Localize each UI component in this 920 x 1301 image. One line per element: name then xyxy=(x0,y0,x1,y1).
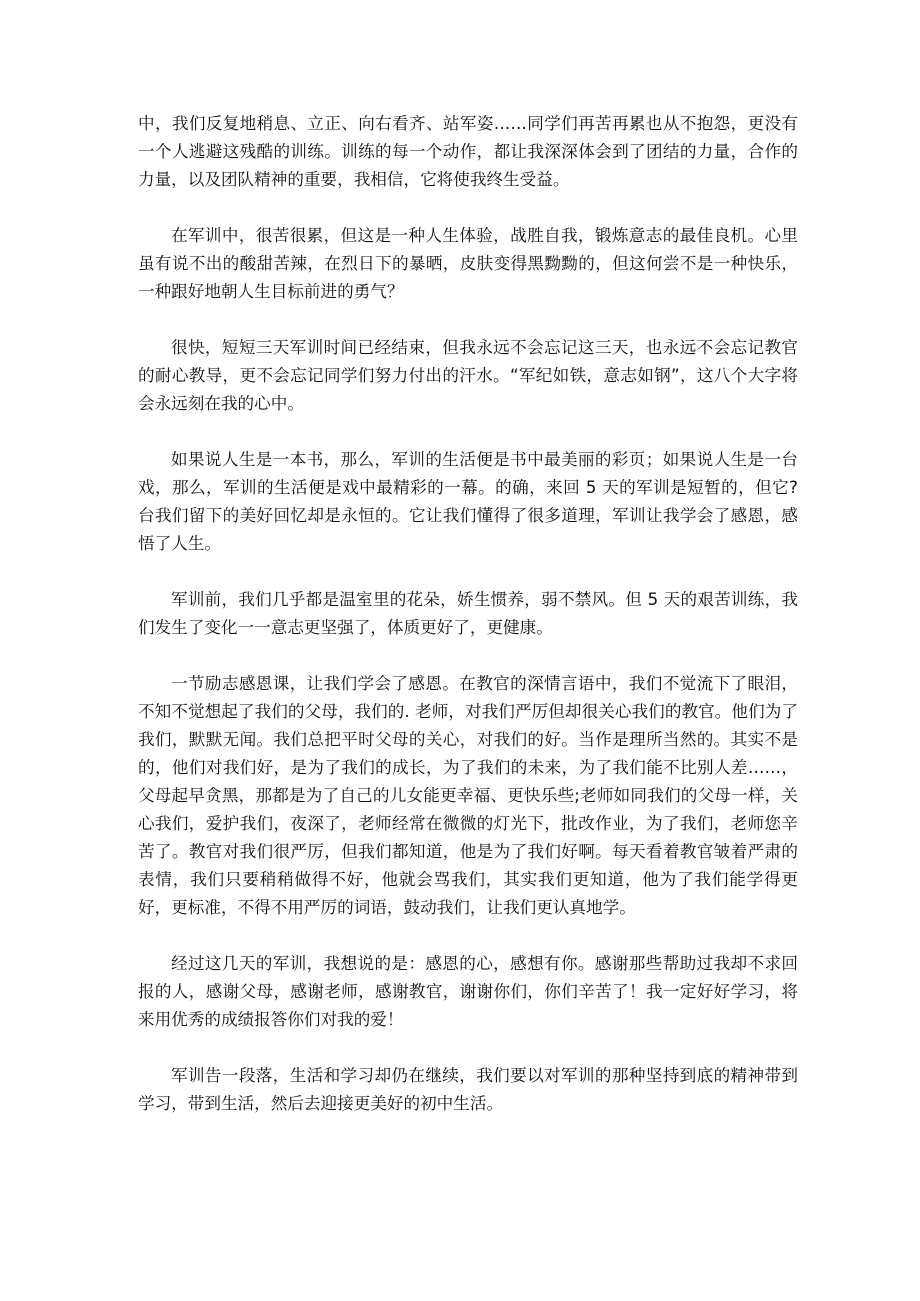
paragraph-5: 军训前，我们几乎都是温室里的花朵，娇生惯养，弱不禁风。但 5 天的艰苦训练，我们发生了变化一一意志更坚强了，体质更好了，更健康。 xyxy=(138,590,798,637)
paragraph-2: 在军训中，很苦很累，但这是一种人生体验，战胜自我，锻炼意志的最佳良机。心里虽有说不出的酸甜苦辣，在烈日下的暴晒，皮肤变得黑黝黝的，但这何尝不是一种快乐，一种跟好地朝人生目标前进的勇气？ xyxy=(138,226,798,301)
paragraph-7: 经过这几天的军训，我想说的是：感恩的心，感想有你。感谢那些帮助过我却不求回报的人，感谢父母，感谢老师，感谢教官，谢谢你们，你们辛苦了！我一定好好学习，将来用优秀的成绩报答你们对我的爱！ xyxy=(138,954,798,1029)
document-body xyxy=(138,110,798,1146)
paragraph-3: 很快，短短三天军训时间已经结束，但我永远不会忘记这三天，也永远不会忘记教官的耐心教导，更不会忘记同学们努力付出的汗水。“军纪如铁，意志如钢”，这八个大字将会永远刻在我的心中。 xyxy=(138,338,798,413)
paragraph-8: 军训告一段落，生活和学习却仍在继续，我们要以对军训的那种坚持到底的精神带到学习，带到生活，然后去迎接更美好的初中生活。 xyxy=(138,1066,798,1113)
paragraph-6: 一节励志感恩课，让我们学会了感恩。在教官的深情言语中，我们不觉流下了眼泪，不知不觉想起了我们的父母，我们的. 老师，对我们严厉但却很关心我们的教官。他们为了我们，默默无闻。我们总把平时父母的关心，对我们的好。当作是理所当然的。其实不是的，他们对我们好，是为了我们的成长，为了我们的未来，为了我们能不比别人差……，父母起早贪黑，那都是为了自己的儿女能更幸福、更快乐些;老师如同我们的父母一样，关心我们，爱护我们，夜深了，老师经常在微微的灯光下，批改作业，为了我们，老师您辛苦了。教官对我们很严厉，但我们都知道，他是为了我们好啊。每天看着教官皱着严肃的表情，我们只要稍稍做得不好，他就会骂我们，其实我们更知道，他为了我们能学得更好，更标准，不得不用严厉的词语，鼓动我们，让我们更认真地学。 xyxy=(138,674,798,917)
paragraph-1: 中，我们反复地稍息、立正、向右看齐、站军姿……同学们再苦再累也从不抱怨，更没有一个人逃避这残酷的训练。训练的每一个动作，都让我深深体会到了团结的力量，合作的力量，以及团队精神的重要，我相信，它将使我终生受益。 xyxy=(138,114,798,189)
paragraph-4: 如果说人生是一本书，那么，军训的生活便是书中最美丽的彩页；如果说人生是一台戏，那么，军训的生活便是戏中最精彩的一幕。的确，来回 5 天的军训是短暂的，但它?台我们留下的美好回忆却是永恒的。它让我们懂得了很多道理，军训让我学会了感恩，感悟了人生。 xyxy=(138,450,798,553)
